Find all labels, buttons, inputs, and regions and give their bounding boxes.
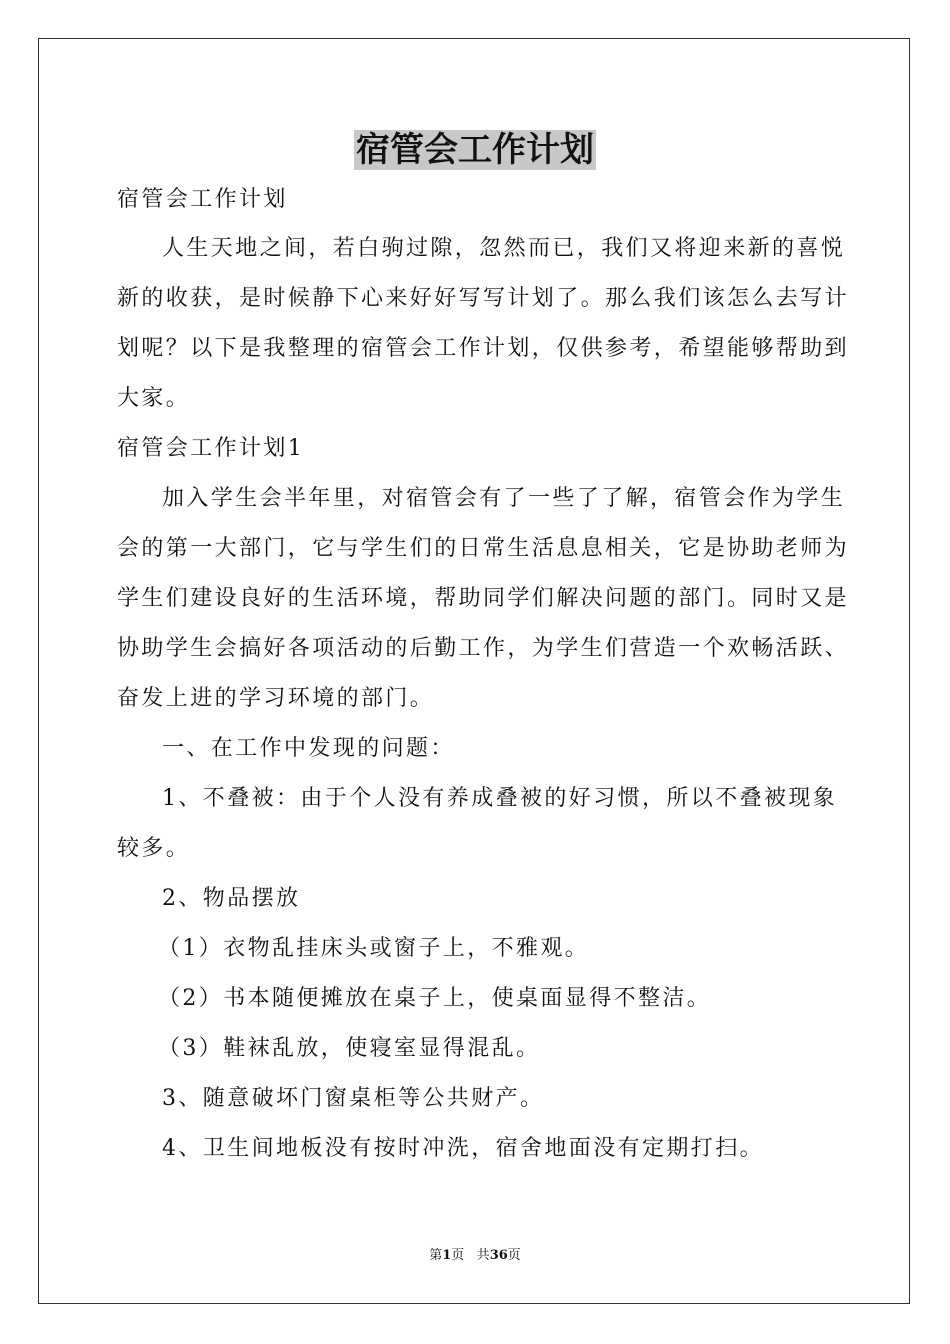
paragraph-line: 协助学生会搞好各项活动的后勤工作，为学生们营造一个欢畅活跃、 xyxy=(117,636,850,661)
list-heading: 一、在工作中发现的问题： xyxy=(162,736,455,761)
page-border xyxy=(38,38,910,1304)
list-item: 3、随意破坏门窗桌柜等公共财产。 xyxy=(162,1086,545,1111)
paragraph-line: 划呢？以下是我整理的宿管会工作计划，仅供参考，希望能够帮助到 xyxy=(117,336,850,361)
page-footer xyxy=(0,1246,950,1266)
total-pages: 36 xyxy=(489,1248,508,1263)
section-heading: 宿管会工作计划1 xyxy=(117,436,305,461)
page-prefix: 第 xyxy=(429,1248,443,1263)
list-item-continued: 较多。 xyxy=(117,836,191,861)
page-suffix: 页 xyxy=(451,1248,465,1263)
sub-list-item: （2）书本随便摊放在桌子上，使桌面显得不整洁。 xyxy=(158,986,712,1011)
paragraph-line: 加入学生会半年里，对宿管会有了一些了了解，宿管会作为学生 xyxy=(162,486,846,511)
paragraph-line: 会的第一大部门，它与学生们的日常生活息息相关，它是协助老师为 xyxy=(117,536,850,561)
total-prefix: 共 xyxy=(476,1248,490,1263)
list-item: 1、不叠被：由于个人没有养成叠被的好习惯，所以不叠被现象 xyxy=(162,786,838,811)
document-title-text: 宿管会工作计划 xyxy=(356,130,594,170)
paragraph-line: 奋发上进的学习环境的部门。 xyxy=(117,686,435,711)
paragraph-line: 学生们建设良好的生活环境，帮助同学们解决问题的部门。同时又是 xyxy=(117,586,850,611)
subtitle-line: 宿管会工作计划 xyxy=(117,187,288,212)
list-item: 4、卫生间地板没有按时冲洗，宿舍地面没有定期打扫。 xyxy=(162,1136,764,1161)
total-suffix: 页 xyxy=(507,1248,521,1263)
paragraph-line: 大家。 xyxy=(117,386,191,411)
page-number: 1 xyxy=(442,1248,452,1263)
document-title xyxy=(0,128,950,172)
paragraph-line: 新的收获，是时候静下心来好好写写计划了。那么我们该怎么去写计 xyxy=(117,286,850,311)
sub-list-item: （3）鞋袜乱放，使寝室显得混乱。 xyxy=(158,1036,541,1061)
paragraph-line: 人生天地之间，若白驹过隙，忽然而已，我们又将迎来新的喜悦 xyxy=(162,236,846,261)
sub-list-item: （1）衣物乱挂床头或窗子上，不雅观。 xyxy=(158,936,590,961)
list-item: 2、物品摆放 xyxy=(162,886,301,911)
